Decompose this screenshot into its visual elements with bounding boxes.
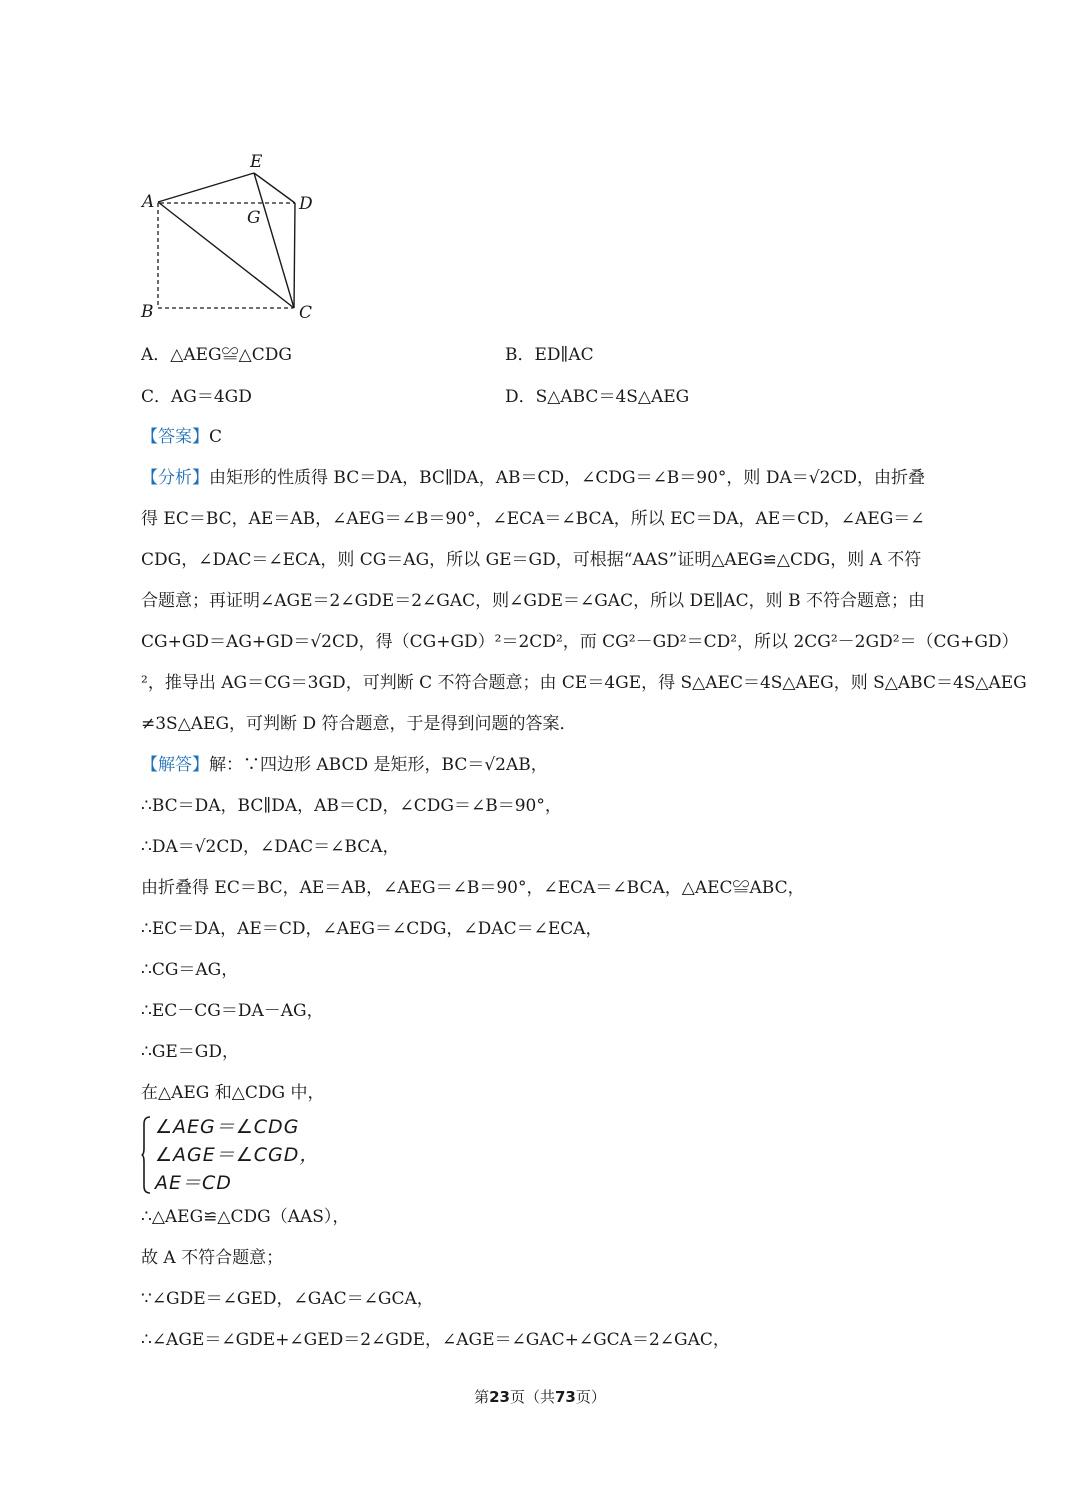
option-a: A．△AEG≌△CDG: [141, 345, 292, 365]
segment-ac: [158, 202, 294, 308]
analysis-line: 【分析】由矩形的性质得 BC＝DA，BC∥DA，AB＝CD，∠CDG＝∠B＝90°，则 DA＝√2CD，由折叠: [141, 468, 926, 488]
equation-system: [141, 1114, 361, 1196]
left-brace: [141, 1116, 151, 1194]
label-c: C: [299, 303, 313, 323]
analysis-line: ≠3S△AEG，可判断 D 符合题意，于是得到问题的答案．: [141, 714, 577, 734]
answer-value: C: [209, 427, 223, 447]
solution-line: ∴∠AGE＝∠GDE+∠GED＝2∠GDE，∠AGE＝∠GAC+∠GCA＝2∠GAC，: [141, 1330, 730, 1350]
system-equation: ∠AGE＝∠CGD，: [155, 1144, 320, 1166]
segment-ec: [254, 173, 294, 308]
analysis-line: 得 EC＝BC，AE＝AB，∠AEG＝∠B＝90°，∠ECA＝∠BCA，所以 EC＝DA，AE＝CD，∠AEG＝∠: [141, 509, 925, 529]
system-equation: ∠AEG＝∠CDG: [155, 1116, 300, 1138]
solution-line: ∴CG＝AG，: [141, 960, 239, 980]
solution-tag: 【解答】: [141, 755, 209, 775]
label-d: D: [299, 194, 313, 214]
option-b: B．ED∥AC: [505, 345, 594, 365]
label-e: E: [250, 152, 263, 172]
page-footer: 第23页（共73页）: [474, 1388, 606, 1406]
segment-dc: [294, 203, 295, 308]
answer-tag: 【答案】: [141, 427, 209, 447]
system-equation: AE＝CD: [155, 1172, 232, 1194]
label-a: A: [142, 192, 155, 212]
answer-line: [141, 425, 222, 449]
segment-ed: [254, 173, 295, 203]
option-c: C．AG＝4GD: [141, 387, 252, 407]
geometry-figure: [128, 145, 338, 330]
solution-line: ∴△AEG≌△CDG（AAS），: [141, 1207, 350, 1227]
analysis-paragraph: [141, 466, 1027, 753]
brace-shape: [141, 1116, 151, 1194]
solution-line: ∴EC－CG＝DA－AG，: [141, 1001, 324, 1021]
analysis-tag: 【分析】: [141, 468, 209, 488]
solution-line: 在△AEG 和△CDG 中，: [141, 1083, 325, 1103]
analysis-line: CDG，∠DAC＝∠ECA，则 CG＝AG，所以 GE＝GD，可根据“AAS”证明△AEG≌△CDG，则 A 不符: [141, 550, 922, 570]
analysis-line: ²，推导出 AG＝CG＝3GD，可判断 C 不符合题意；由 CE＝4GE，得 S△AEC＝4S△AEG，则 S△ABC＝4S△AEG: [141, 673, 1027, 693]
rectangle-fold-diagram: [128, 145, 338, 330]
total-page-count: 73: [555, 1388, 576, 1406]
option-d: D．S△ABC＝4S△AEG: [505, 387, 690, 407]
solution-line: ∵∠GDE＝∠GED，∠GAC＝∠GCA，: [141, 1289, 434, 1309]
analysis-line: CG+GD＝AG+GD＝√2CD，得（CG+GD）²＝2CD²，而 CG²－GD²＝CD²，所以 2CG²－2GD²＝（CG+GD）: [141, 632, 1019, 652]
segment-ae: [158, 173, 254, 202]
solution-line: ∴BC＝DA，BC∥DA，AB＝CD，∠CDG＝∠B＝90°，: [141, 796, 562, 816]
solution-line: ∴DA＝√2CD，∠DAC＝∠BCA，: [141, 837, 400, 857]
solution-line: ∴GE＝GD，: [141, 1042, 240, 1062]
solution-line: 故 A 不符合题意；: [141, 1248, 284, 1268]
analysis-line: 合题意；再证明∠AGE＝2∠GDE＝2∠GAC，则∠GDE＝∠GAC，所以 DE∥AC，则 B 不符合题意；由: [141, 591, 925, 611]
label-b: B: [141, 302, 154, 322]
solution-line: 由折叠得 EC＝BC，AE＝AB，∠AEG＝∠B＝90°，∠ECA＝∠BCA，△AEC≌ABC，: [141, 878, 805, 898]
solution-line: ∴EC＝DA，AE＝CD，∠AEG＝∠CDG，∠DAC＝∠ECA，: [141, 919, 603, 939]
solution-first-line: 【解答】解：∵四边形 ABCD 是矩形，BC＝√2AB，: [141, 755, 548, 775]
label-g: G: [247, 208, 261, 228]
current-page-number: 23: [489, 1388, 510, 1406]
